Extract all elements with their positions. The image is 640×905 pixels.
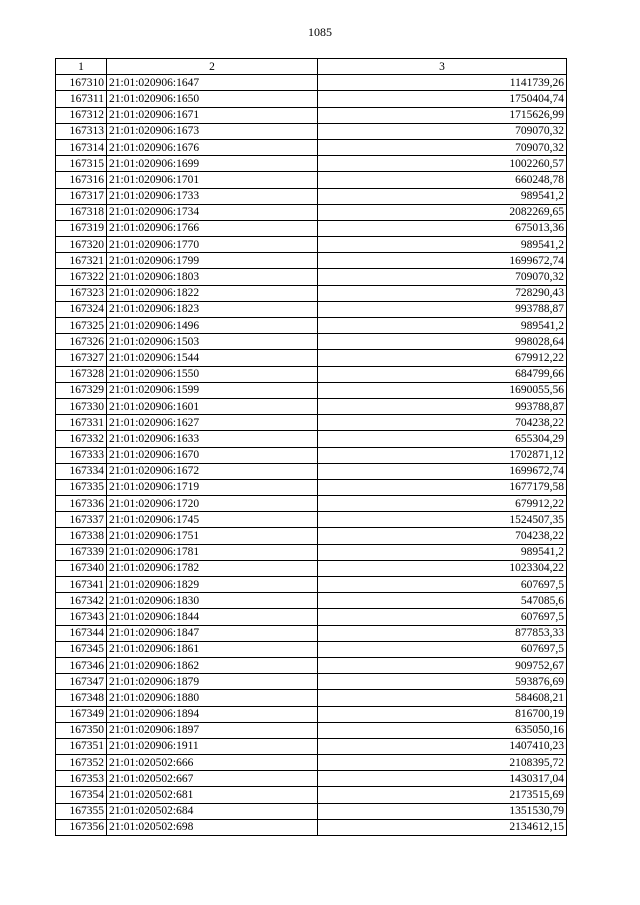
row-number-cell: 167323 — [56, 285, 107, 301]
value-cell: 704238,22 — [318, 415, 567, 431]
row-number-cell: 167335 — [56, 479, 107, 495]
value-cell: 816700,19 — [318, 706, 567, 722]
table-row — [56, 544, 567, 560]
row-number-cell: 167351 — [56, 738, 107, 754]
value-cell: 704238,22 — [318, 528, 567, 544]
cadastral-number-cell: 21:01:020906:1830 — [107, 593, 318, 609]
table-row — [56, 382, 567, 398]
cadastral-number-cell: 21:01:020906:1719 — [107, 479, 318, 495]
table-row — [56, 657, 567, 673]
table-row — [56, 819, 567, 835]
row-number-cell: 167319 — [56, 220, 107, 236]
value-cell: 709070,32 — [318, 123, 567, 139]
table-row — [56, 366, 567, 382]
value-cell: 993788,87 — [318, 398, 567, 414]
value-cell: 1699672,74 — [318, 253, 567, 269]
row-number-cell: 167349 — [56, 706, 107, 722]
table-row — [56, 123, 567, 139]
value-cell: 1690055,56 — [318, 382, 567, 398]
value-cell: 1430317,04 — [318, 771, 567, 787]
cadastral-number-cell: 21:01:020906:1897 — [107, 722, 318, 738]
row-number-cell: 167336 — [56, 496, 107, 512]
cadastral-number-cell: 21:01:020906:1599 — [107, 382, 318, 398]
row-number-cell: 167347 — [56, 674, 107, 690]
table-row — [56, 787, 567, 803]
table-row — [56, 479, 567, 495]
value-cell: 547085,6 — [318, 593, 567, 609]
table-row — [56, 107, 567, 123]
cadastral-number-cell: 21:01:020906:1829 — [107, 577, 318, 593]
cadastral-number-cell: 21:01:020502:667 — [107, 771, 318, 787]
row-number-cell: 167317 — [56, 188, 107, 204]
value-cell: 709070,32 — [318, 139, 567, 155]
row-number-cell: 167344 — [56, 625, 107, 641]
cadastral-number-cell: 21:01:020906:1879 — [107, 674, 318, 690]
row-number-cell: 167354 — [56, 787, 107, 803]
table-row — [56, 625, 567, 641]
cadastral-number-cell: 21:01:020906:1822 — [107, 285, 318, 301]
cadastral-number-cell: 21:01:020906:1627 — [107, 415, 318, 431]
value-cell: 989541,2 — [318, 544, 567, 560]
row-number-cell: 167345 — [56, 641, 107, 657]
table-row — [56, 237, 567, 253]
row-number-cell: 167346 — [56, 657, 107, 673]
cadastral-number-cell: 21:01:020906:1781 — [107, 544, 318, 560]
cadastral-number-cell: 21:01:020906:1782 — [107, 560, 318, 576]
row-number-cell: 167332 — [56, 431, 107, 447]
value-cell: 709070,32 — [318, 269, 567, 285]
value-cell: 607697,5 — [318, 577, 567, 593]
cadastral-number-cell: 21:01:020906:1544 — [107, 350, 318, 366]
row-number-cell: 167348 — [56, 690, 107, 706]
table-row — [56, 415, 567, 431]
row-number-cell: 167324 — [56, 301, 107, 317]
cadastral-number-cell: 21:01:020906:1847 — [107, 625, 318, 641]
row-number-cell: 167350 — [56, 722, 107, 738]
table-row — [56, 512, 567, 528]
table-row — [56, 577, 567, 593]
cadastral-number-cell: 21:01:020906:1676 — [107, 139, 318, 155]
row-number-cell: 167342 — [56, 593, 107, 609]
value-cell: 909752,67 — [318, 657, 567, 673]
value-cell: 989541,2 — [318, 237, 567, 253]
cadastral-number-cell: 21:01:020906:1733 — [107, 188, 318, 204]
row-number-cell: 167334 — [56, 463, 107, 479]
value-cell: 684799,66 — [318, 366, 567, 382]
cadastral-number-cell: 21:01:020906:1803 — [107, 269, 318, 285]
cadastral-number-cell: 21:01:020906:1672 — [107, 463, 318, 479]
cadastral-number-cell: 21:01:020906:1633 — [107, 431, 318, 447]
row-number-cell: 167325 — [56, 318, 107, 334]
value-cell: 584608,21 — [318, 690, 567, 706]
value-cell: 655304,29 — [318, 431, 567, 447]
value-cell: 679912,22 — [318, 496, 567, 512]
table-row — [56, 803, 567, 819]
cadastral-number-cell: 21:01:020906:1503 — [107, 334, 318, 350]
value-cell: 993788,87 — [318, 301, 567, 317]
cadastral-number-cell: 21:01:020906:1647 — [107, 75, 318, 91]
cadastral-number-cell: 21:01:020906:1720 — [107, 496, 318, 512]
value-cell: 1702871,12 — [318, 447, 567, 463]
cadastral-number-cell: 21:01:020906:1861 — [107, 641, 318, 657]
value-cell: 593876,69 — [318, 674, 567, 690]
table-row — [56, 496, 567, 512]
table-row — [56, 690, 567, 706]
header-row — [56, 59, 567, 75]
row-number-cell: 167331 — [56, 415, 107, 431]
cadastral-number-cell: 21:01:020906:1673 — [107, 123, 318, 139]
table-row — [56, 771, 567, 787]
value-cell: 1351530,79 — [318, 803, 567, 819]
cadastral-number-cell: 21:01:020906:1734 — [107, 204, 318, 220]
value-cell: 2173515,69 — [318, 787, 567, 803]
table-row — [56, 156, 567, 172]
row-number-cell: 167339 — [56, 544, 107, 560]
value-cell: 989541,2 — [318, 188, 567, 204]
page-number: 1085 — [308, 25, 332, 39]
table-row — [56, 172, 567, 188]
cadastral-number-cell: 21:01:020502:698 — [107, 819, 318, 835]
value-cell: 998028,64 — [318, 334, 567, 350]
cadastral-number-cell: 21:01:020906:1880 — [107, 690, 318, 706]
cadastral-number-cell: 21:01:020906:1496 — [107, 318, 318, 334]
table-row — [56, 738, 567, 754]
cadastral-number-cell: 21:01:020906:1550 — [107, 366, 318, 382]
table-row — [56, 706, 567, 722]
cadastral-number-cell: 21:01:020906:1823 — [107, 301, 318, 317]
table-row — [56, 431, 567, 447]
row-number-cell: 167315 — [56, 156, 107, 172]
row-number-cell: 167333 — [56, 447, 107, 463]
row-number-cell: 167338 — [56, 528, 107, 544]
table-row — [56, 188, 567, 204]
row-number-cell: 167341 — [56, 577, 107, 593]
table-row — [56, 269, 567, 285]
row-number-cell: 167322 — [56, 269, 107, 285]
table-row — [56, 398, 567, 414]
column-header-3: 3 — [318, 59, 567, 75]
row-number-cell: 167316 — [56, 172, 107, 188]
cadastral-number-cell: 21:01:020906:1770 — [107, 237, 318, 253]
row-number-cell: 167329 — [56, 382, 107, 398]
table-row — [56, 641, 567, 657]
row-number-cell: 167330 — [56, 398, 107, 414]
row-number-cell: 167353 — [56, 771, 107, 787]
cadastral-number-cell: 21:01:020906:1745 — [107, 512, 318, 528]
cadastral-number-cell: 21:01:020906:1911 — [107, 738, 318, 754]
value-cell: 877853,33 — [318, 625, 567, 641]
value-cell: 1141739,26 — [318, 75, 567, 91]
table-row — [56, 285, 567, 301]
value-cell: 1677179,58 — [318, 479, 567, 495]
row-number-cell: 167311 — [56, 91, 107, 107]
table-row — [56, 220, 567, 236]
row-number-cell: 167343 — [56, 609, 107, 625]
value-cell: 2134612,15 — [318, 819, 567, 835]
table-row — [56, 91, 567, 107]
value-cell: 2082269,65 — [318, 204, 567, 220]
value-cell: 675013,36 — [318, 220, 567, 236]
value-cell: 607697,5 — [318, 609, 567, 625]
value-cell: 1407410,23 — [318, 738, 567, 754]
value-cell: 1002260,57 — [318, 156, 567, 172]
table-row — [56, 593, 567, 609]
table-row — [56, 139, 567, 155]
column-header-2: 2 — [107, 59, 318, 75]
table-row — [56, 755, 567, 771]
table-row — [56, 204, 567, 220]
table-row — [56, 350, 567, 366]
cadastral-number-cell: 21:01:020906:1799 — [107, 253, 318, 269]
cadastral-number-cell: 21:01:020906:1844 — [107, 609, 318, 625]
cadastral-number-cell: 21:01:020906:1699 — [107, 156, 318, 172]
table-row — [56, 334, 567, 350]
table-row — [56, 75, 567, 91]
table-row — [56, 560, 567, 576]
row-number-cell: 167318 — [56, 204, 107, 220]
table-row — [56, 722, 567, 738]
cadastral-number-cell: 21:01:020906:1650 — [107, 91, 318, 107]
cadastral-number-cell: 21:01:020906:1894 — [107, 706, 318, 722]
row-number-cell: 167356 — [56, 819, 107, 835]
value-cell: 660248,78 — [318, 172, 567, 188]
cadastral-number-cell: 21:01:020906:1751 — [107, 528, 318, 544]
value-cell: 989541,2 — [318, 318, 567, 334]
cadastral-number-cell: 21:01:020906:1862 — [107, 657, 318, 673]
row-number-cell: 167340 — [56, 560, 107, 576]
cadastral-number-cell: 21:01:020906:1766 — [107, 220, 318, 236]
table-row — [56, 253, 567, 269]
row-number-cell: 167328 — [56, 366, 107, 382]
value-cell: 635050,16 — [318, 722, 567, 738]
row-number-cell: 167320 — [56, 237, 107, 253]
table-row — [56, 674, 567, 690]
row-number-cell: 167312 — [56, 107, 107, 123]
row-number-cell: 167314 — [56, 139, 107, 155]
value-cell: 679912,22 — [318, 350, 567, 366]
row-number-cell: 167310 — [56, 75, 107, 91]
column-header-1: 1 — [56, 59, 107, 75]
row-number-cell: 167352 — [56, 755, 107, 771]
value-cell: 1524507,35 — [318, 512, 567, 528]
table-row — [56, 609, 567, 625]
value-cell: 1750404,74 — [318, 91, 567, 107]
value-cell: 607697,5 — [318, 641, 567, 657]
cadastral-number-cell: 21:01:020906:1701 — [107, 172, 318, 188]
row-number-cell: 167313 — [56, 123, 107, 139]
cadastral-number-cell: 21:01:020906:1670 — [107, 447, 318, 463]
table-row — [56, 528, 567, 544]
table-header — [56, 59, 567, 75]
table-body — [56, 75, 567, 836]
value-cell: 728290,43 — [318, 285, 567, 301]
cadastral-number-cell: 21:01:020906:1601 — [107, 398, 318, 414]
cadastral-number-cell: 21:01:020906:1671 — [107, 107, 318, 123]
row-number-cell: 167321 — [56, 253, 107, 269]
row-number-cell: 167337 — [56, 512, 107, 528]
value-cell: 1715626,99 — [318, 107, 567, 123]
cadastral-number-cell: 21:01:020502:681 — [107, 787, 318, 803]
cadastral-number-cell: 21:01:020502:666 — [107, 755, 318, 771]
table-row — [56, 301, 567, 317]
table-row — [56, 463, 567, 479]
value-cell: 2108395,72 — [318, 755, 567, 771]
table-row — [56, 447, 567, 463]
row-number-cell: 167327 — [56, 350, 107, 366]
row-number-cell: 167326 — [56, 334, 107, 350]
value-cell: 1699672,74 — [318, 463, 567, 479]
value-cell: 1023304,22 — [318, 560, 567, 576]
data-table — [55, 58, 567, 836]
row-number-cell: 167355 — [56, 803, 107, 819]
cadastral-number-cell: 21:01:020502:684 — [107, 803, 318, 819]
table-row — [56, 318, 567, 334]
